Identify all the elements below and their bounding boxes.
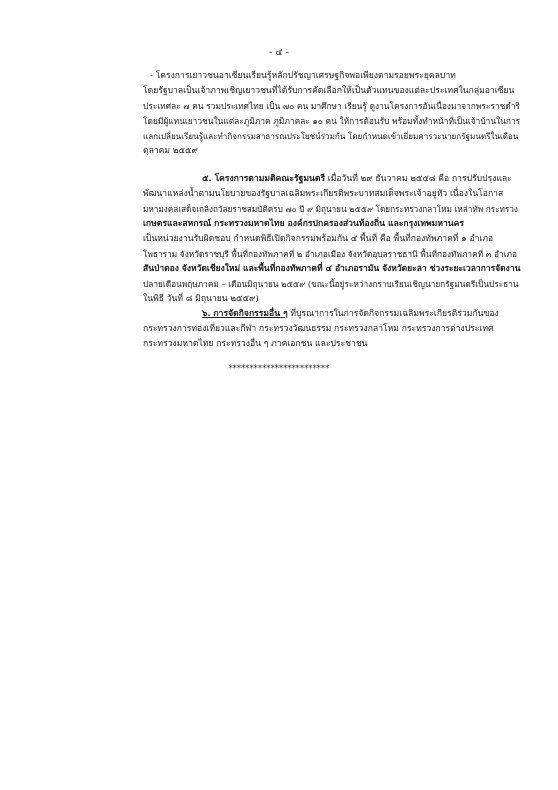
para5-line-4: เกษตรและสหกรณ์ กระทรวงมหาดไทย องค์กรปกครองส่วนท้องถิ่น และกรุงเทพมหานคร	[143, 219, 465, 229]
para5-line-5: เป็นหน่วยงานรับผิดชอบ กำหนดพิธีเปิดกิจกรรมพร้อมกัน ๔ พื้นที่ คือ พื้นที่กองทัพภาคที่ ๑ อำเภอ	[143, 234, 494, 244]
para6-line-3: กระทรวงมหาดไทย กระทรวงอื่น ๆ ภาคเอกชน และประชาชน	[143, 339, 368, 349]
para1-line-1: - โครงการเยาวชนอาเซียนเรียนรู้หลักปรัชญาเศรษฐกิจพอเพียงตามรอยพระยุคลบาท	[150, 71, 456, 81]
para5-line-9: ในพิธี วันที่ ๘ มิถุนายน ๒๕๕๙)	[143, 294, 259, 304]
para1-line-2: โดยรัฐบาลเป็นเจ้าภาพเชิญเยาวชนที่ได้รับการคัดเลือกให้เป็นตัวแทนของแต่ละประเทศในกลุ่มอาเซียน	[143, 86, 515, 96]
para1-line-6: ตุลาคม ๒๕๕๙	[143, 146, 198, 156]
para6-line-2: กระทรวงการท่องเที่ยวและกีฬา กระทรวงวัฒนธรรม กระทรวงกลาโหม กระทรวงการต่างประเทศ	[143, 324, 494, 334]
para5-heading: ๕. โครงการตามมติคณะรัฐมนตรี	[202, 174, 326, 184]
page-number: - ๔ -	[269, 47, 289, 58]
para5-line-1-rest: เมื่อวันที่ ๒๙ ธันวาคม ๒๕๕๘ คือ การปรับปรุงและ	[325, 174, 512, 184]
para5-line-3: มหามงคลเสด็จเถลิงถวัลยราชสมบัติครบ ๗๐ ปี ๙ มิถุนายน ๒๕๕๙ โดยกระทรวงกลาโหม เหล่าทัพ กระทรวง	[143, 204, 518, 214]
para6-heading: ๖. การจัดกิจกรรมอื่น ๆ	[202, 309, 288, 319]
para1-line-5: แลกเปลี่ยนเรียนรู้และทำกิจกรรมสาธารณประโยชน์ร่วมกัน โดยกำหนดเข้าเยี่ยมคารวะนายกรัฐมนตรีในเดือน	[143, 131, 519, 141]
para1-line-4: โดยมีผู้แทนเยาวชนในแต่ละภูมิภาค ภูมิภาคละ ๑๐ คน ให้การต้อนรับ พร้อมทั้งทำหน้าที่เป็นเจ้าบ้านในการ	[143, 116, 521, 126]
para6-line-1	[202, 309, 499, 320]
para5-line-8: ปลายเดือนพฤษภาคม – เดือนมิถุนายน ๒๕๕๙ (ขณะนี้อยู่ระหว่างกราบเรียนเชิญนายกรัฐมนตรีเป็นประธาน	[143, 279, 519, 289]
para5-line-6: โพธาราม จังหวัดราชบุรี พื้นที่กองทัพภาคที่ ๒ อำเภอเมือง จังหวัดอุบลราชธานี พื้นที่กองทัพภาคที่ ๓ อำเภอ	[143, 249, 517, 259]
para6-line-1-rest: ที่บูรณาการในการจัดกิจกรรมเฉลิมพระเกียรติร่วมกันของ	[287, 309, 499, 319]
para5-line-7: สันป่าตอง จังหวัดเชียงใหม่ และพื้นที่กองทัพภาคที่ ๔ อำเภอรามัน จังหวัดยะลา ช่วงระยะเวลาการจัดงาน	[143, 264, 521, 274]
para5-line-2: พัฒนาแหล่งน้ำตามนโยบายของรัฐบาลเฉลิมพระเกียรติพระบาทสมเด็จพระเจ้าอยู่หัว เนื่องในโอกาส	[143, 189, 504, 199]
para5-line-1	[202, 174, 512, 185]
para1-line-3: ประเทศละ ๗ คน รวมประเทศไทย เป็น ๗๐ คน มาศึกษา เรียนรู้ ดูงานโครงการอันเนื่องมาจากพระราชดำริ	[143, 101, 520, 111]
separator-stars: ************************	[228, 364, 330, 373]
